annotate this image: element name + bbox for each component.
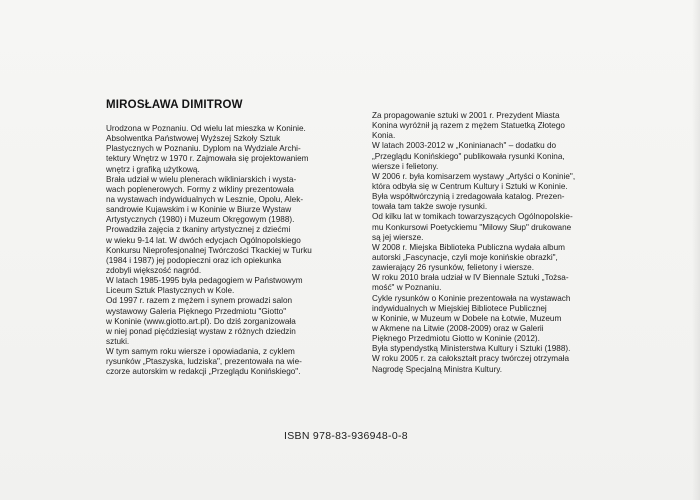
text-line: wystawowy Galeria Pięknego Przedmiotu "Giotto" [106,306,287,316]
text-line: w Akmene na Litwie (2008-2009) oraz w Galerii [372,323,544,333]
text-line: (1984 i 1987) jej podopieczni oraz ich opiekunka [106,255,282,265]
author-name-heading: MIROSŁAWA DIMITROW [106,99,243,111]
text-line: są jej wiersze. [372,232,424,242]
text-line: Brała udział w wielu plenerach wikliniarskich i wysta- [106,174,297,184]
text-line: w Koninie, w Muzeum w Dobele na Łotwie, Muzeum [372,313,562,323]
text-line: W latach 1985-1995 była pedagogiem w Państwowym [106,276,303,286]
text-line: rysunków „Ptaszyska, ludziska", prezentowała na wie- [106,357,302,367]
text-line: Nagrodę Specjalną Ministra Kultury. [372,364,502,374]
text-line: Konkursu Nieprofesjonalnej Twórczości Tkackiej w Turku [106,245,312,255]
text-line: Od kilku lat w tomikach towarzyszących Ogólnopolskie- [372,212,573,222]
text-line: Urodzona w Poznaniu. Od wielu lat mieszka w Koninie. [106,124,306,133]
text-line: w wieku 9-14 lat. W dwóch edycjach Ogólnopolskiego [106,235,301,245]
text-line: Artystycznych (1980) i Muzeum Okręgowym (1988). [106,215,295,225]
text-line: tektury Wnętrz w 1970 r. Zajmowała się projektowaniem [106,154,309,164]
text-line: Za propagowanie sztuki w 2001 r. Prezydent Miasta [372,111,560,120]
text-line: autorski „Fascynacje, czyli moje konińskie obrazki", [372,252,558,262]
text-line: Konia. [372,131,396,141]
text-line: mość" w Poznaniu. [372,283,442,293]
text-line: towała tam także swoje rysunki. [372,202,488,212]
text-line: zawierający 26 rysunków, felietony i wiersze. [372,263,534,273]
text-line: W tym samym roku wiersze i opowiadania, z cyklem [106,347,295,357]
text-line: wach poplenerowych. Formy z wikliny prezentowała [106,184,294,194]
text-line: Pięknego Przedmiotu Giotto w Koninie (2012). [372,334,540,344]
text-line: wiersze i felietony. [372,161,439,171]
text-line: Była współtwórczynią i zredagowała katalog. Prezen- [372,192,565,202]
text-line: W roku 2005 r. za całokształt pracy twórczej otrzymała [372,354,570,364]
text-line: w Koninie (www.giotto.art.pl). Do dziś zorganizowała [106,316,296,326]
text-line: Liceum Sztuk Plastycznych w Kole. [106,286,235,296]
text-line: wnętrz i grafiką użytkową. [106,164,200,174]
text-line: mu Konkursowi Poetyckiemu "Milowy Słup" drukowane [372,222,572,232]
page-edge-shadow [692,0,700,500]
text-line: Konina wyróżnił ją razem z mężem Statuetką Złotego [372,121,565,131]
text-line: W 2008 r. Miejska Biblioteka Publiczna wydała album [372,242,565,252]
text-line: zdobyli większość nagród. [106,265,202,275]
text-line: W latach 2003-2012 w „Koninianach" – dodatku do [372,141,557,151]
biography-right-column [372,111,638,375]
isbn-number: ISBN 978-83-936948-0-8 [284,430,408,442]
biography-left-column [106,124,368,378]
text-line: Plastycznych w Poznaniu. Dyplom na Wydziale Archi- [106,144,301,154]
text-line: „Przeglądu Konińskiego" publikowała rysunki Konina, [372,151,565,161]
text-line: Była stypendystką Ministerstwa Kultury i Sztuki (1988). [372,344,571,354]
text-line: na wystawach indywidualnych w Lesznie, Opolu, Alek- [106,194,304,204]
text-line: w niej ponad pięćdziesiąt wystaw z różnych dziedzin [106,326,296,336]
text-line: Od 1997 r. razem z mężem i synem prowadzi salon [106,296,293,306]
text-line: która odbyła się w Centrum Kultury i Sztuki w Koninie. [372,181,568,191]
text-line: W roku 2010 brała udział w IV Biennale Sztuki „Tożsa- [372,273,569,283]
text-line: czorze autorskim w redakcji „Przeglądu Konińskiego". [106,367,301,377]
text-line: W 2006 r. była komisarzem wystawy „Artyści o Koninie", [372,171,576,181]
text-line: Cykle rysunków o Koninie prezentowała na wystawach [372,293,571,303]
text-line: indywidualnych w Miejskiej Bibliotece Publicznej [372,303,547,313]
text-line: sztuki. [106,336,130,346]
text-line: Absolwentka Państwowej Wyższej Szkoły Sztuk [106,134,281,144]
text-line: Prowadziła zajęcia z tkaniny artystycznej z dziećmi [106,225,291,235]
text-line: sandrowie Kujawskim i w Koninie w Biurze Wystaw [106,205,292,215]
